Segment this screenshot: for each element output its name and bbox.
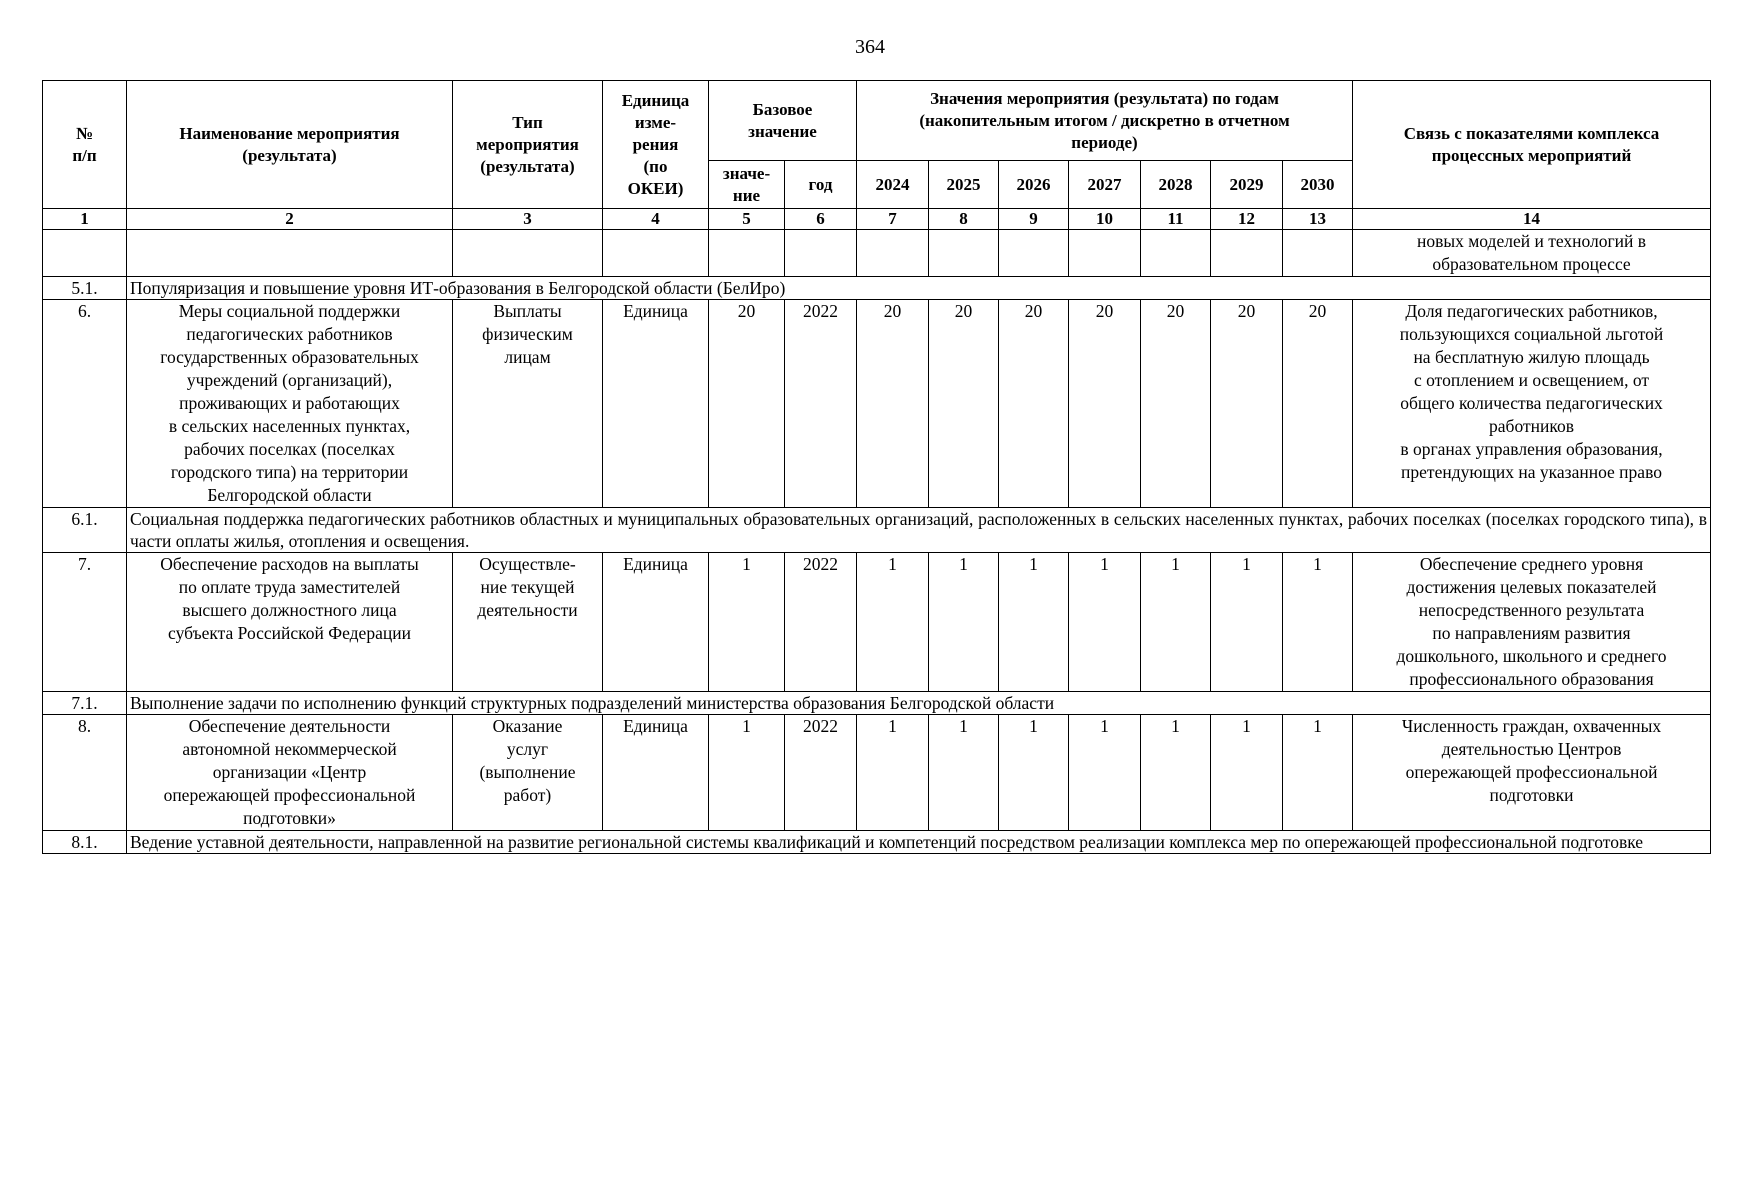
column-number: 12	[1211, 209, 1283, 230]
column-number: 4	[603, 209, 709, 230]
header-year: 2026	[999, 161, 1069, 209]
year-value-cell: 20	[1141, 300, 1211, 508]
column-number: 5	[709, 209, 785, 230]
task-text: Популяризация и повышение уровня ИТ-образования в Белгородской области (БелИро)	[127, 277, 1711, 300]
year-value-cell: 1	[1283, 715, 1353, 831]
year-value-cell: 1	[999, 553, 1069, 692]
year-value-cell: 20	[1211, 300, 1283, 508]
row-number: 5.1.	[43, 277, 127, 300]
year-value-cell: 20	[1069, 300, 1141, 508]
year-value-cell: 1	[929, 553, 999, 692]
header-year: 2028	[1141, 161, 1211, 209]
row-number: 7.1.	[43, 692, 127, 715]
row-number: 8.	[43, 715, 127, 831]
header-year: 2025	[929, 161, 999, 209]
link-cell: новых моделей и технологий в образовательном процессе	[1353, 230, 1711, 277]
year-value-cell: 20	[929, 300, 999, 508]
activities-table	[42, 80, 1711, 854]
header-unit: Единица изме- рения (по ОКЕИ)	[603, 81, 709, 209]
year-value-cell: 1	[1069, 553, 1141, 692]
header-base: Базовое значение	[709, 81, 857, 161]
column-number: 7	[857, 209, 929, 230]
column-number: 6	[785, 209, 857, 230]
task-row	[43, 831, 1711, 854]
header-name: Наименование мероприятия (результата)	[127, 81, 453, 209]
column-number: 2	[127, 209, 453, 230]
page-number: 364	[855, 36, 885, 58]
link-cell: Обеспечение среднего уровня достижения целевых показателей непосредственного результата по направлениям развития дошкольного, школьного и среднего профессионального образования	[1353, 553, 1711, 692]
activity-name: Обеспечение деятельности автономной некоммерческой организации «Центр опережающей профессиональной подготовки»	[127, 715, 453, 831]
column-number: 10	[1069, 209, 1141, 230]
unit-cell: Единица	[603, 553, 709, 692]
continuation-row	[43, 230, 1711, 277]
task-row	[43, 508, 1711, 553]
column-numbers-row	[43, 209, 1711, 230]
row-number: 6.	[43, 300, 127, 508]
column-number: 11	[1141, 209, 1211, 230]
activity-name: Обеспечение расходов на выплаты по оплате труда заместителей высшего должностного лица субъекта Российской Федерации	[127, 553, 453, 692]
activity-row	[43, 300, 1711, 508]
column-number: 13	[1283, 209, 1353, 230]
activity-type: Выплаты физическим лицам	[453, 300, 603, 508]
header-num: № п/п	[43, 81, 127, 209]
activity-row	[43, 553, 1711, 692]
year-value-cell: 1	[999, 715, 1069, 831]
unit-cell: Единица	[603, 300, 709, 508]
base-year-cell: 2022	[785, 300, 857, 508]
activity-type: Оказание услуг (выполнение работ)	[453, 715, 603, 831]
base-year-cell: 2022	[785, 715, 857, 831]
base-year-cell: 2022	[785, 553, 857, 692]
year-value-cell: 1	[1141, 715, 1211, 831]
year-value-cell: 1	[1141, 553, 1211, 692]
unit-cell: Единица	[603, 715, 709, 831]
column-number: 1	[43, 209, 127, 230]
year-value-cell: 1	[1283, 553, 1353, 692]
row-number: 7.	[43, 553, 127, 692]
column-number: 9	[999, 209, 1069, 230]
column-number: 3	[453, 209, 603, 230]
column-number: 8	[929, 209, 999, 230]
year-value-cell: 1	[929, 715, 999, 831]
task-row	[43, 692, 1711, 715]
column-number: 14	[1353, 209, 1711, 230]
header-type: Тип мероприятия (результата)	[453, 81, 603, 209]
year-value-cell: 20	[999, 300, 1069, 508]
link-cell: Численность граждан, охваченных деятельностью Центров опережающей профессиональной подготовки	[1353, 715, 1711, 831]
activity-type: Осуществле- ние текущей деятельности	[453, 553, 603, 692]
base-value-cell: 20	[709, 300, 785, 508]
base-value-cell: 1	[709, 715, 785, 831]
table-body	[43, 230, 1711, 854]
header-base-year: год	[785, 161, 857, 209]
task-text: Выполнение задачи по исполнению функций структурных подразделений министерства образования Белгородской области	[127, 692, 1711, 715]
header-year: 2027	[1069, 161, 1141, 209]
task-text: Социальная поддержка педагогических работников областных и муниципальных образовательных организаций, расположенных в сельских населенных пунктах, рабочих поселках (поселках городского типа), в части оплаты жилья, отопления и освещения.	[127, 508, 1711, 553]
year-value-cell: 20	[857, 300, 929, 508]
header-link: Связь с показателями комплекса процессных мероприятий	[1353, 81, 1711, 209]
header-years: Значения мероприятия (результата) по годам (накопительным итогом / дискретно в отчетном периоде)	[857, 81, 1353, 161]
header-year: 2024	[857, 161, 929, 209]
activity-row	[43, 715, 1711, 831]
year-value-cell: 1	[1211, 715, 1283, 831]
table-header	[43, 81, 1711, 230]
year-value-cell: 20	[1283, 300, 1353, 508]
base-value-cell: 1	[709, 553, 785, 692]
year-value-cell: 1	[1211, 553, 1283, 692]
task-text: Ведение уставной деятельности, направленной на развитие региональной системы квалификаций и компетенций посредством реализации комплекса мер по опережающей профессиональной подготовке	[127, 831, 1711, 854]
task-row	[43, 277, 1711, 300]
activity-name: Меры социальной поддержки педагогических работников государственных образовательных учреждений (организаций), проживающих и работающих в сельских населенных пунктах, рабочих поселках (поселках городского типа) на территории Белгородской области	[127, 300, 453, 508]
header-year: 2030	[1283, 161, 1353, 209]
header-base-value: значе- ние	[709, 161, 785, 209]
year-value-cell: 1	[857, 715, 929, 831]
link-cell: Доля педагогических работников, пользующихся социальной льготой на бесплатную жилую площадь с отоплением и освещением, от общего количества педагогических работников в органах управления образования, претендующих на указанное право	[1353, 300, 1711, 508]
row-number: 8.1.	[43, 831, 127, 854]
year-value-cell: 1	[1069, 715, 1141, 831]
header-year: 2029	[1211, 161, 1283, 209]
year-value-cell: 1	[857, 553, 929, 692]
row-number: 6.1.	[43, 508, 127, 553]
